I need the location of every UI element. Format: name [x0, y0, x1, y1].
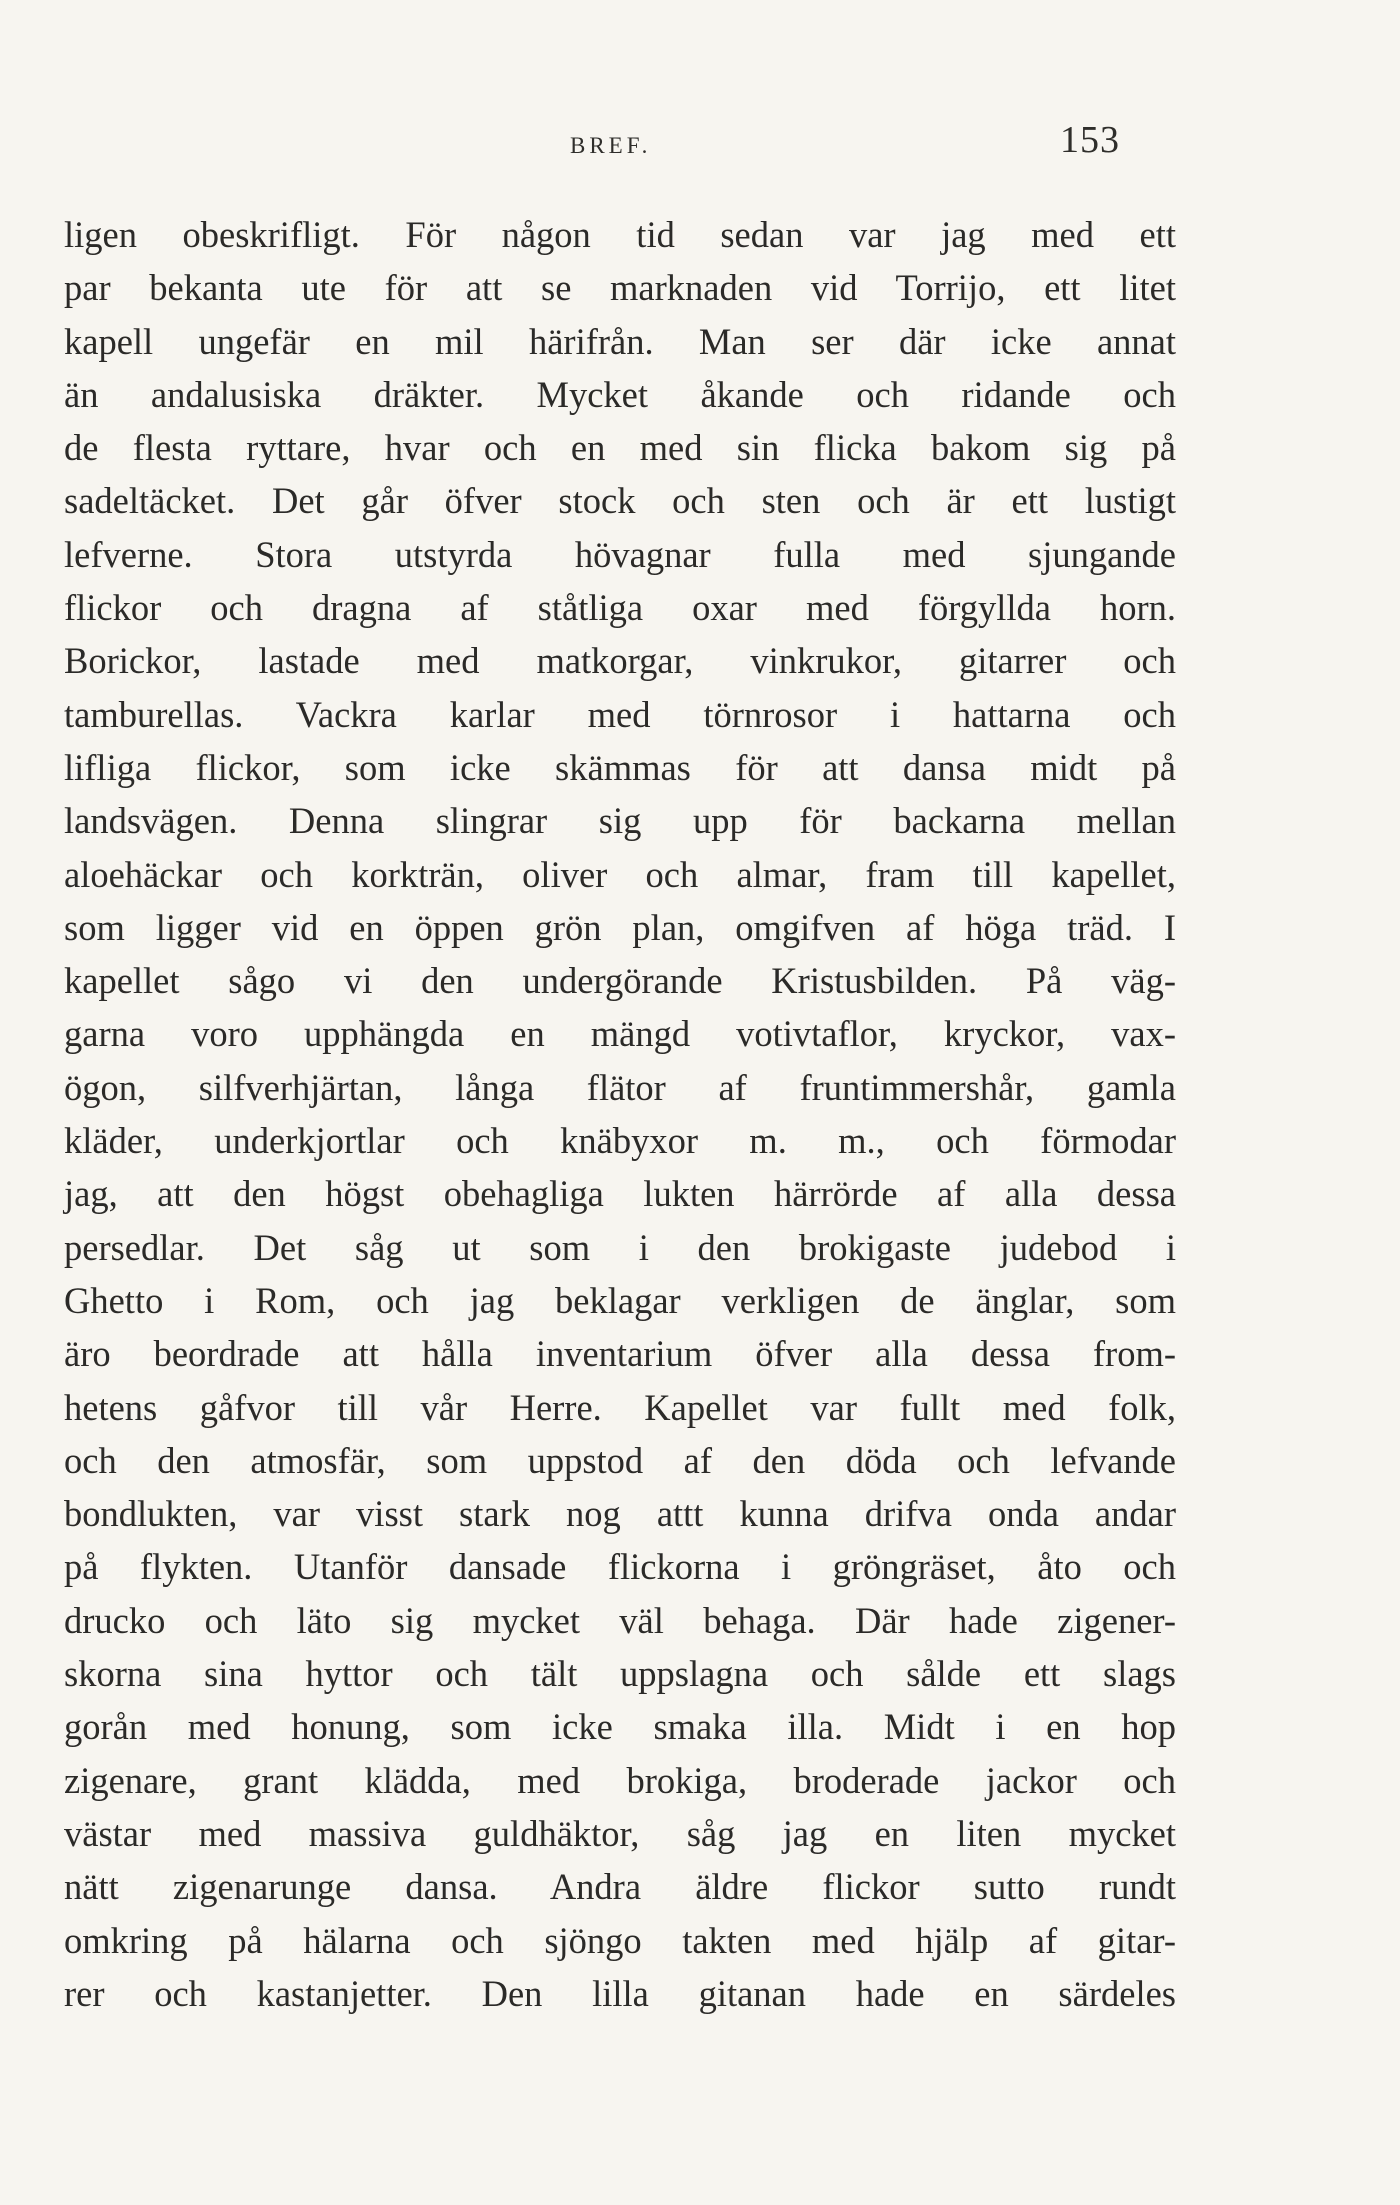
text-line: hetens gåfvor till vår Herre. Kapellet var fullt med folk,: [64, 1386, 1176, 1428]
body-text: [64, 208, 1176, 2020]
text-line: västar med massiva guldhäktor, såg jag en liten mycket: [64, 1812, 1176, 1854]
text-line: par bekanta ute för att se marknaden vid Torrijo, ett litet: [64, 267, 1176, 309]
text-line: zigenare, grant klädda, med brokiga, broderade jackor och: [64, 1759, 1176, 1801]
text-line: nätt zigenarunge dansa. Andra äldre flickor sutto rundt: [64, 1866, 1176, 1908]
text-line: bondlukten, var visst stark nog attt kunna drifva onda andar: [64, 1493, 1176, 1535]
text-line: sadeltäcket. Det går öfver stock och sten och är ett lustigt: [64, 480, 1176, 522]
text-line: på flykten. Utanför dansade flickorna i gröngräset, åto och: [64, 1546, 1176, 1588]
text-line: persedlar. Det såg ut som i den brokigaste judebod i: [64, 1226, 1176, 1268]
text-line: ögon, silfverhjärtan, långa flätor af fruntimmershår, gamla: [64, 1066, 1176, 1108]
text-line: landsvägen. Denna slingrar sig upp för backarna mellan: [64, 800, 1176, 842]
text-line: garna voro upphängda en mängd votivtaflor, kryckor, vax-: [64, 1013, 1176, 1055]
text-line: omkring på hälarna och sjöngo takten med hjälp af gitar-: [64, 1919, 1176, 1961]
text-line: lifliga flickor, som icke skämmas för att dansa midt på: [64, 746, 1176, 788]
text-line: gorån med honung, som icke smaka illa. Midt i en hop: [64, 1706, 1176, 1748]
text-line: rer och kastanjetter. Den lilla gitanan hade en särdeles: [64, 1972, 1176, 2014]
text-line: kapellet sågo vi den undergörande Kristusbilden. På väg-: [64, 960, 1176, 1002]
text-line: tamburellas. Vackra karlar med törnrosor i hattarna och: [64, 693, 1176, 735]
text-line: skorna sina hyttor och tält uppslagna och sålde ett slags: [64, 1653, 1176, 1695]
text-line: och den atmosfär, som uppstod af den döda och lefvande: [64, 1439, 1176, 1481]
text-line: flickor och dragna af ståtliga oxar med förgyllda horn.: [64, 587, 1176, 629]
text-line: lefverne. Stora utstyrda hövagnar fulla med sjungande: [64, 533, 1176, 575]
text-line: än andalusiska dräkter. Mycket åkande och ridande och: [64, 373, 1176, 415]
text-line: som ligger vid en öppen grön plan, omgifven af höga träd. I: [64, 906, 1176, 948]
text-line: Borickor, lastade med matkorgar, vinkrukor, gitarrer och: [64, 640, 1176, 682]
text-line: drucko och läto sig mycket väl behaga. Där hade zigener-: [64, 1599, 1176, 1641]
text-line: kapell ungefär en mil härifrån. Man ser där icke annat: [64, 320, 1176, 362]
text-line: Ghetto i Rom, och jag beklagar verkligen de änglar, som: [64, 1279, 1176, 1321]
text-line: jag, att den högst obehagliga lukten härrörde af alla dessa: [64, 1173, 1176, 1215]
text-line: äro beordrade att hålla inventarium öfver alla dessa from-: [64, 1333, 1176, 1375]
page-number: 153: [1060, 119, 1120, 161]
text-line: de flesta ryttare, hvar och en med sin flicka bakom sig på: [64, 427, 1176, 469]
text-line: kläder, underkjortlar och knäbyxor m. m., och förmodar: [64, 1120, 1176, 1162]
text-line: ligen obeskrifligt. För någon tid sedan var jag med ett: [64, 214, 1176, 255]
running-title: BREF.: [570, 133, 652, 158]
text-line: aloehäckar och korkträn, oliver och almar, fram till kapellet,: [64, 853, 1176, 895]
